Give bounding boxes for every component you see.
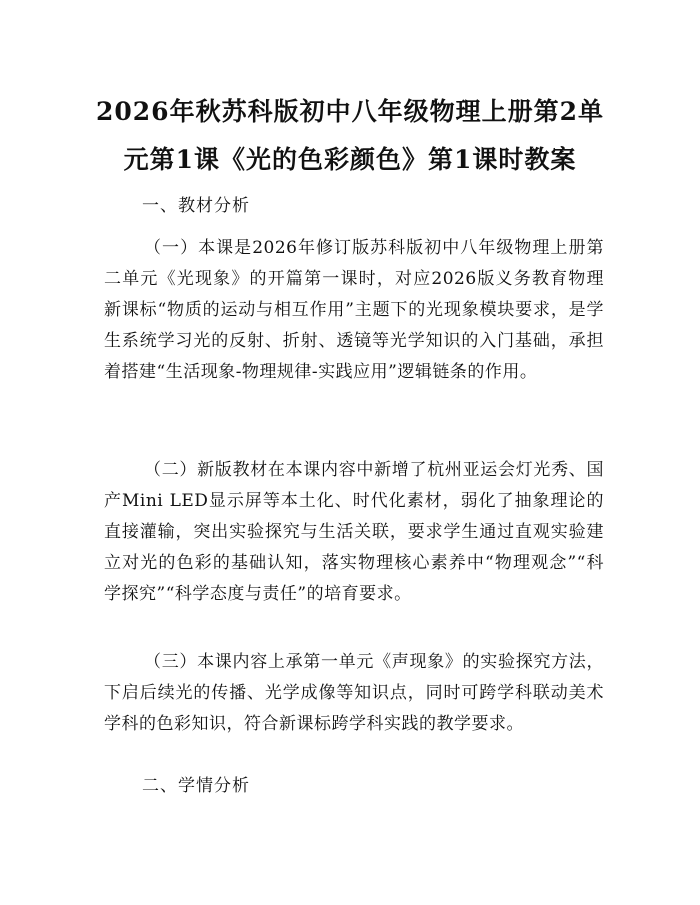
- section-heading-learner-analysis: 二、学情分析: [142, 776, 250, 796]
- paragraph-textbook-analysis-2: （二）新版教材在本课内容中新增了杭州亚运会灯光秀、国产Mini LED显示屏等本土化、时代化素材，弱化了抽象理论的直接灌输，突出实验探究与生活关联，要求学生通过直观实验建立对光的色彩的基础认知，落实物理核心素养中“物理观念”“科学探究”“科学态度与责任”的培育要求。: [104, 460, 604, 604]
- paragraph-textbook-analysis-3: （三）本课内容上承第一单元《声现象》的实验探究方法，下启后续光的传播、光学成像等知识点，同时可跨学科联动美术学科的色彩知识，符合新课标跨学科实践的教学要求。: [104, 652, 604, 734]
- document-title: 2026年秋苏科版初中八年级物理上册第2单元第1课《光的色彩颜色》第1课时教案: [96, 97, 604, 174]
- paragraph-textbook-analysis-1: （一）本课是2026年修订版苏科版初中八年级物理上册第二单元《光现象》的开篇第一课时，对应2026版义务教育物理新课标“物质的运动与相互作用”主题下的光现象模块要求，是学生系统学习光的反射、折射、透镜等光学知识的入门基础，承担着搭建“生活现象-物理规律-实践应用”逻辑链条的作用。: [104, 238, 604, 382]
- section-heading-textbook-analysis: 一、教材分析: [142, 196, 250, 216]
